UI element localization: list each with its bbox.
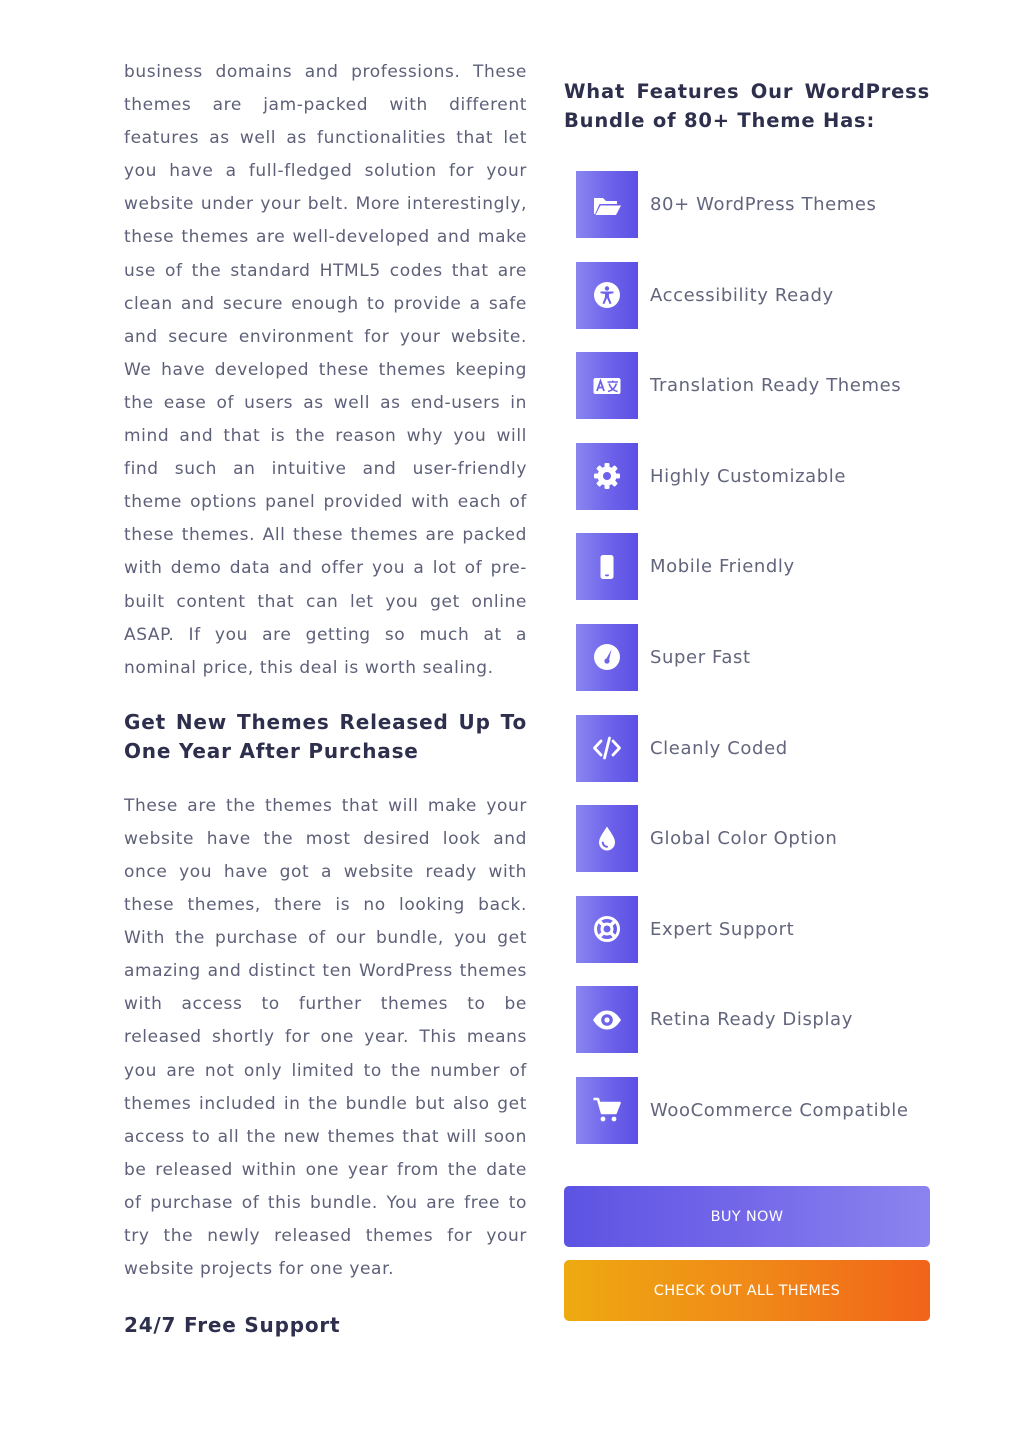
lifebuoy-icon (576, 896, 638, 963)
feature-label: Mobile Friendly (650, 556, 795, 578)
feature-item-customizable (576, 443, 909, 510)
feature-label: Highly Customizable (650, 465, 847, 487)
feature-label: 80+ WordPress Themes (650, 194, 877, 215)
feature-item-color (576, 805, 909, 872)
feature-label: Accessibility Ready (650, 284, 834, 306)
releases-paragraph: These are the themes that will make your website have the most desired look and once you have got a website ready with these themes, there is no looking back. With the purchase of our bundle, you get amazing and distinct ten WordPress themes with access to further themes to be released shortly for one year. This means you are not only limited to the number of themes included in the bundle but also get access to all the new themes that will soon be released within one year from the date of purchase of this bundle. You are free to try the newly released themes for your website projects for one year. (124, 795, 527, 1280)
feature-item-themes (576, 171, 909, 238)
support-heading: 24/7 Free Support (124, 1313, 341, 1338)
feature-label: WooCommerce Compatible (650, 1099, 909, 1121)
feature-label: Expert Support (650, 918, 795, 940)
feature-label: Translation Ready Themes (650, 375, 902, 397)
feature-item-retina (576, 986, 909, 1053)
buy-now-button[interactable]: BUY NOW (564, 1186, 930, 1247)
feature-item-accessibility (576, 262, 909, 329)
gear-icon (576, 443, 638, 510)
check-out-all-themes-button[interactable]: CHECK OUT ALL THEMES (564, 1260, 930, 1321)
feature-label: Global Color Option (650, 828, 838, 850)
feature-item-coded (576, 715, 909, 782)
accessibility-icon (576, 262, 638, 329)
eye-icon (576, 986, 638, 1053)
droplet-icon (576, 805, 638, 872)
feature-item-fast (576, 624, 909, 691)
releases-heading: Get New Themes Released Up To One Year After Purchase (124, 709, 527, 764)
cart-icon (576, 1077, 638, 1144)
feature-item-woocommerce (576, 1077, 909, 1144)
feature-label: Cleanly Coded (650, 737, 788, 759)
code-icon (576, 715, 638, 782)
translate-icon (576, 352, 638, 419)
folder-open-icon (576, 171, 638, 238)
feature-item-mobile (576, 533, 909, 600)
features-heading: What Features Our WordPress Bundle of 80+ Theme Has: (564, 80, 930, 132)
article-column (124, 56, 527, 1341)
features-sidebar (564, 78, 930, 1299)
feature-label: Retina Ready Display (650, 1009, 853, 1031)
feature-list (576, 171, 909, 1168)
feature-item-support (576, 896, 909, 963)
feature-label: Super Fast (650, 646, 751, 668)
speedometer-icon (576, 624, 638, 691)
feature-item-translation (576, 352, 909, 419)
mobile-icon (576, 533, 638, 600)
intro-paragraph: business domains and professions. These themes are jam-packed with different features as well as functionalities that let you have a full-fledged solution for your website under your belt. More interestingly, these themes are well-developed and make use of the standard HTML5 codes that are clean and secure enough to provide a safe and secure environment for your website. We have developed these themes keeping the ease of users as well as end-users in mind and that is the reason why you will find such an intuitive and user-friendly theme options panel provided with each of these themes. All these themes are packed with demo data and offer you a lot of pre-built content that can let you get online ASAP. If you are getting so much at a nominal price, this deal is worth sealing. (124, 62, 527, 678)
